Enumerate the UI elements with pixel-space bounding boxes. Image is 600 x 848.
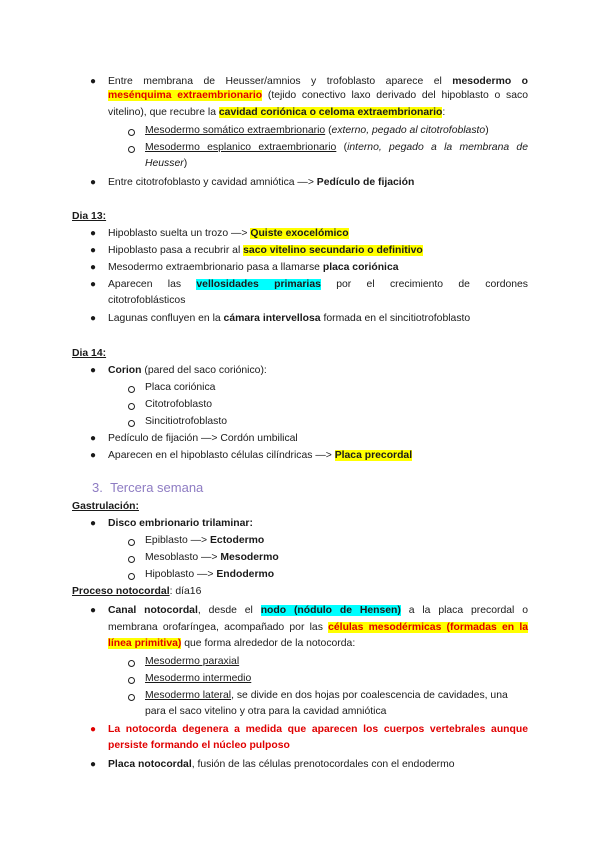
text: Hipoblasto suelta un trozo —> xyxy=(108,228,251,239)
circle-bullet-icon xyxy=(128,129,135,136)
text: Mesoblasto —> xyxy=(145,552,221,563)
item-vellosidades-line1 xyxy=(108,278,528,292)
text: , se divide en dos hojas por coalescencia de cavidades, una xyxy=(231,690,508,701)
item-placa-corionica xyxy=(108,261,399,275)
bullet-icon: ● xyxy=(90,245,97,256)
text: Mesodermo extraembrionario pasa a llamarse xyxy=(108,262,323,273)
sub-item-somatico xyxy=(145,124,489,138)
bullet-icon: ● xyxy=(90,228,97,239)
highlight-cyan-term: vellosidades primarias xyxy=(196,279,321,290)
text: ) xyxy=(183,158,188,169)
underlined-term: Mesodermo lateral xyxy=(145,690,232,701)
bullet-icon: ● xyxy=(90,605,97,616)
text: a la placa precordal o xyxy=(400,605,528,616)
text: formada en el sincitiotrofoblasto xyxy=(320,313,471,324)
text: vitelino), que recubre la xyxy=(108,107,219,118)
text: ( xyxy=(336,142,348,153)
text: Entre citotrofoblasto y cavidad amniótica —> xyxy=(108,177,317,188)
item-placa-precordal xyxy=(108,449,412,463)
sub-item: Sincitiotrofoblasto xyxy=(145,416,228,427)
italic-text: externo, pegado al citotrofoblasto xyxy=(331,125,486,136)
item-placa-notocordal xyxy=(108,758,455,772)
text: , fusión de las células prenotocordales con el endodermo xyxy=(191,759,455,770)
text-bold: Canal notocordal xyxy=(108,605,198,616)
circle-bullet-icon xyxy=(128,146,135,153)
sub-item-esplanico-line2 xyxy=(145,157,187,171)
text: Entre membrana de Heusser/amnios y trofoblasto aparece el xyxy=(108,76,453,87)
bullet-icon: ● xyxy=(90,365,97,376)
circle-bullet-icon xyxy=(128,539,135,546)
text: Aparecen en el hipoblasto células cilíndricas —> xyxy=(108,450,335,461)
sub-item-lateral-line2: para el saco vitelino y otra para la cavidad amniótica xyxy=(145,706,387,717)
text: Lagunas confluyen en la xyxy=(108,313,224,324)
text: (tejido conectivo laxo derivado del hipoblasto o saco xyxy=(262,90,528,101)
item-vellosidades-line2: citotrofoblásticos xyxy=(108,295,186,306)
bullet-icon: ● xyxy=(90,759,97,770)
item-notocorda-line2: persiste formando el núcleo pulposo xyxy=(108,740,290,751)
paragraph-pediculo xyxy=(108,176,414,190)
item-cordon: Pedículo de fijación —> Cordón umbilical xyxy=(108,433,298,444)
bullet-icon: ● xyxy=(90,262,97,273)
circle-bullet-icon xyxy=(128,556,135,563)
sub-item-paraxial: Mesodermo paraxial xyxy=(145,656,240,667)
text-bold: Ectodermo xyxy=(209,535,265,546)
heading-gastrulacion: Gastrulación: xyxy=(72,501,139,512)
circle-bullet-icon xyxy=(128,694,135,701)
circle-bullet-icon xyxy=(128,386,135,393)
highlight-red-term: células mesodérmicas (formadas en la xyxy=(328,622,528,633)
paragraph-mesodermo-line2 xyxy=(108,89,528,103)
text: ) xyxy=(485,125,489,136)
bullet-icon: ● xyxy=(90,313,97,324)
section-title-text: Tercera semana xyxy=(110,480,204,495)
text-bold: cámara intervellosa xyxy=(223,313,321,324)
text-bold: Placa notocordal xyxy=(108,759,192,770)
item-canal-line3 xyxy=(108,637,355,651)
text: , desde el xyxy=(197,605,261,616)
highlight-red-term: mesénquima extraembrionario xyxy=(108,90,263,101)
text-bold: Pedículo de fijación xyxy=(316,177,415,188)
sub-item-hipoblasto xyxy=(145,568,274,582)
sub-item: Placa coriónica xyxy=(145,382,216,393)
text: : xyxy=(442,107,446,118)
circle-bullet-icon xyxy=(128,573,135,580)
text: que forma alrededor de la notocorda: xyxy=(181,638,356,649)
highlight-cyan-term: nodo (nódulo de Hensen) xyxy=(260,605,401,616)
highlight-term: Quiste exocelómico xyxy=(250,228,349,239)
text-bold: Mesodermo xyxy=(220,552,279,563)
text-bold: placa coriónica xyxy=(322,262,399,273)
highlight-term: cavidad coriónica o celoma extraembrionario xyxy=(218,107,443,118)
item-quiste xyxy=(108,227,349,241)
section-number: 3. xyxy=(92,480,103,495)
circle-bullet-icon xyxy=(128,677,135,684)
sub-item-intermedio: Mesodermo intermedio xyxy=(145,673,252,684)
item-notocorda-line1: La notocorda degenera a medida que aparecen los cuerpos vertebrales aunque xyxy=(108,724,528,735)
sub-item-lateral-line1 xyxy=(145,689,508,703)
text: Aparecen las xyxy=(108,279,197,290)
text-bold: Corion xyxy=(108,365,142,376)
text: ( xyxy=(325,125,332,136)
red-bullet-icon: ● xyxy=(90,724,97,735)
sub-item-esplanico-line1 xyxy=(145,141,528,155)
circle-bullet-icon xyxy=(128,660,135,667)
item-disco: Disco embrionario trilaminar: xyxy=(108,518,253,529)
highlight-term: saco vitelino secundario o definitivo xyxy=(243,245,423,256)
text-bold: Endodermo xyxy=(216,569,275,580)
heading-text: Proceso notocordal xyxy=(72,586,170,597)
text: (pared del saco coriónico): xyxy=(141,365,267,376)
item-canal-line2 xyxy=(108,621,528,635)
paragraph-mesodermo-line1 xyxy=(108,75,528,89)
heading-proceso-notocordal xyxy=(72,585,201,599)
bullet-icon: ● xyxy=(90,518,97,529)
highlight-term: Placa precordal xyxy=(334,450,413,461)
sub-item-mesoblasto xyxy=(145,551,279,565)
section-title xyxy=(92,479,203,497)
bullet-icon: ● xyxy=(90,279,97,290)
circle-bullet-icon xyxy=(128,420,135,427)
italic-text: Heusser xyxy=(145,158,184,169)
text: membrana orofaríngea, acompañado por las xyxy=(108,622,329,633)
item-lagunas xyxy=(108,312,470,326)
highlight-red-term: línea primitiva) xyxy=(108,638,182,649)
circle-bullet-icon xyxy=(128,403,135,410)
bullet-icon: ● xyxy=(90,450,97,461)
sub-item: Citotrofoblasto xyxy=(145,399,212,410)
underlined-term: Mesodermo somático extraembrionario xyxy=(145,125,326,136)
bullet-icon: ● xyxy=(90,433,97,444)
bullet-icon: ● xyxy=(90,177,97,188)
text: : día16 xyxy=(169,586,202,597)
text-bold: mesodermo o xyxy=(452,76,529,87)
paragraph-mesodermo-line3 xyxy=(108,106,445,120)
item-corion xyxy=(108,364,267,378)
heading-dia-13: Dia 13: xyxy=(72,211,107,222)
sub-item-epiblasto xyxy=(145,534,264,548)
item-canal-line1 xyxy=(108,604,528,618)
text: Epiblasto —> xyxy=(145,535,210,546)
underlined-term: Mesodermo esplanico extraembrionario xyxy=(145,142,337,153)
heading-dia-14: Dia 14: xyxy=(72,348,107,359)
text: Hipoblasto —> xyxy=(145,569,217,580)
bullet-icon: ● xyxy=(90,76,97,87)
text: Hipoblasto pasa a recubrir al xyxy=(108,245,244,256)
italic-text: interno, pegado a la membrana de xyxy=(347,142,528,153)
text: por el crecimiento de cordones xyxy=(320,279,529,290)
item-saco-vitelino xyxy=(108,244,423,258)
